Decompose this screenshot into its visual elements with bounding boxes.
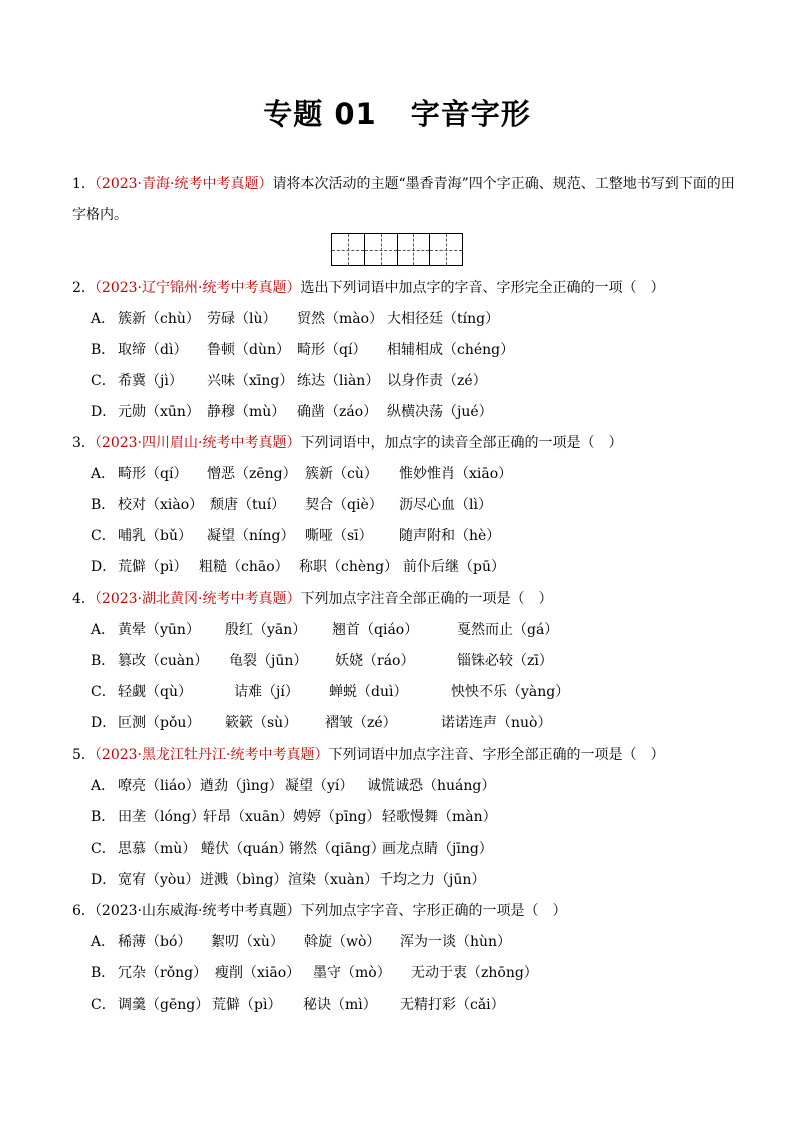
- question-stem: 下列加点字字音、字形正确的一项是（ ）: [300, 903, 567, 919]
- option-word: 荒僻（pì）: [118, 559, 188, 575]
- option-word: 黄晕（yūn）: [118, 622, 200, 638]
- question-stem: 下列加点字注音全部正确的一项是（ ）: [300, 591, 553, 607]
- option-word: 思慕（mù）: [118, 841, 197, 857]
- option-word: 惟妙惟肖（xiāo）: [399, 466, 513, 482]
- question-source: （2023·青海·统考中考真题）: [94, 176, 273, 192]
- question-4: [72, 590, 552, 608]
- option-word: 翘首（qiáo）: [332, 622, 419, 638]
- option-word: 遒劲（jìng）: [200, 778, 283, 794]
- option-label: C．: [91, 997, 116, 1013]
- option-5a[interactable]: [91, 777, 495, 795]
- option-3c[interactable]: [91, 527, 500, 545]
- option-word: 迸溅（bìng）: [200, 872, 288, 888]
- option-word: 希冀（jì）: [118, 373, 183, 389]
- question-source: （2023·辽宁锦州·统考中考真题）: [94, 280, 301, 296]
- option-word: 龟裂（jūn）: [229, 653, 308, 669]
- option-word: 诺诺连声（nuò）: [441, 715, 552, 731]
- option-2c[interactable]: [91, 372, 487, 390]
- option-word: 簇新（chù）: [118, 311, 200, 327]
- option-word: 秘诀（mì）: [303, 997, 377, 1013]
- option-3a[interactable]: [91, 465, 512, 483]
- option-word: 锱铢必较（zī）: [457, 653, 553, 669]
- option-label: B．: [91, 809, 116, 825]
- option-word: 褶皱（zé）: [325, 715, 397, 731]
- option-label: C．: [91, 373, 116, 389]
- option-4b[interactable]: [91, 652, 553, 670]
- grid-cell[interactable]: [365, 234, 398, 265]
- grid-cell[interactable]: [430, 234, 462, 265]
- option-word: 随声附和（hè）: [399, 528, 501, 544]
- option-word: 诘难（jí）: [234, 684, 299, 700]
- option-word: 簌簌（sù）: [225, 715, 298, 731]
- option-label: A．: [91, 466, 116, 482]
- option-label: C．: [91, 841, 116, 857]
- option-word: 契合（qiè）: [305, 497, 383, 513]
- option-word: 篡改（cuàn）: [118, 653, 209, 669]
- option-word: 以身作责（zé）: [387, 373, 487, 389]
- option-word: 荒僻（pì）: [212, 997, 282, 1013]
- option-word: 纵横决荡（jué）: [387, 404, 493, 420]
- option-word: 贸然（mào）: [297, 311, 384, 327]
- option-word: 兴味（xīng）: [207, 373, 294, 389]
- option-4c[interactable]: [91, 683, 569, 701]
- question-2: [72, 279, 664, 297]
- option-label: D．: [91, 872, 117, 888]
- option-label: D．: [91, 559, 117, 575]
- option-label: C．: [91, 684, 116, 700]
- option-label: D．: [91, 715, 117, 731]
- option-word: 元勋（xūn）: [118, 404, 200, 420]
- option-word: 确凿（záo）: [297, 404, 378, 420]
- option-label: A．: [91, 622, 116, 638]
- option-word: 调羹（gēng）: [118, 997, 210, 1013]
- question-source: （2023·山东威海·统考中考真题）: [94, 903, 301, 919]
- question-stem: 请将本次活动的主题“墨香青海”四个字正确、规范、工整地书写到下面的田: [272, 176, 735, 192]
- question-5: [72, 746, 664, 764]
- question-3: [72, 434, 622, 452]
- option-label: B．: [91, 342, 116, 358]
- option-word: 瘦削（xiāo）: [215, 965, 301, 981]
- option-2d[interactable]: [91, 403, 493, 421]
- option-word: 憎恶（zēng）: [207, 466, 297, 482]
- option-4a[interactable]: [91, 621, 558, 639]
- question-6: [72, 902, 566, 920]
- option-word: 嘹亮（liáo）: [118, 778, 200, 794]
- option-word: 宽宥（yòu）: [118, 872, 200, 888]
- option-label: A．: [91, 934, 116, 950]
- option-word: 田垄（lóng）: [118, 809, 205, 825]
- question-stem: 下列词语中，加点字的读音全部正确的一项是（ ）: [300, 435, 623, 451]
- option-4d[interactable]: [91, 714, 551, 732]
- option-word: 画龙点睛（jīng）: [382, 841, 493, 857]
- option-label: C．: [91, 528, 116, 544]
- option-word: 浑为一谈（hùn）: [400, 934, 512, 950]
- option-6b[interactable]: [91, 964, 538, 982]
- question-stem: 下列词语中加点字注音、字形全部正确的一项是（ ）: [328, 747, 665, 763]
- option-label: B．: [91, 965, 116, 981]
- option-word: 静穆（mù）: [207, 404, 286, 420]
- option-word: 千均之力（jūn）: [379, 872, 486, 888]
- option-6a[interactable]: [91, 933, 511, 951]
- question-number: 3．: [72, 435, 95, 451]
- option-6c[interactable]: [91, 996, 505, 1014]
- title-number: 专题 01: [263, 97, 377, 131]
- option-word: 蝉蜕（duì）: [329, 684, 408, 700]
- option-2b[interactable]: [91, 341, 514, 359]
- option-word: 校对（xiào）: [118, 497, 204, 513]
- option-word: 轩昂（xuān）: [203, 809, 294, 825]
- option-word: 无动于衷（zhōng）: [411, 965, 538, 981]
- question-number: 2．: [72, 280, 95, 296]
- option-word: 取缔（dì）: [118, 342, 188, 358]
- option-3b[interactable]: [91, 496, 492, 514]
- option-word: 颓唐（tuí）: [210, 497, 286, 513]
- option-word: 畸形（qí）: [297, 342, 367, 358]
- option-5b[interactable]: [91, 808, 497, 826]
- option-label: A．: [91, 778, 116, 794]
- option-word: 畸形（qí）: [118, 466, 188, 482]
- option-word: 劳碌（lù）: [207, 311, 277, 327]
- option-word: 叵测（pǒu）: [118, 715, 201, 731]
- option-word: 诚慌诚恐（huáng）: [367, 778, 496, 794]
- option-word: 斡旋（wò）: [304, 934, 381, 950]
- option-word: 练达（liàn）: [297, 373, 380, 389]
- option-word: 妖娆（ráo）: [335, 653, 415, 669]
- grid-cell[interactable]: [332, 234, 365, 265]
- option-word: 相辅相成（chéng）: [387, 342, 515, 358]
- option-word: 哺乳（bǔ）: [118, 528, 192, 544]
- option-word: 鲁顿（dùn）: [207, 342, 290, 358]
- title-text: 字音字形: [410, 97, 531, 131]
- option-5c[interactable]: [91, 840, 493, 858]
- question-number: 1．: [72, 176, 95, 192]
- option-label: D．: [91, 404, 117, 420]
- question-number: 4．: [72, 591, 95, 607]
- question-number: 5．: [72, 747, 95, 763]
- option-3d[interactable]: [91, 558, 505, 576]
- option-word: 无精打彩（cǎi）: [400, 997, 505, 1013]
- option-word: 嘶哑（sī）: [305, 528, 373, 544]
- grid-cell[interactable]: [398, 234, 431, 265]
- option-word: 怏怏不乐（yàng）: [451, 684, 570, 700]
- page-title: [0, 92, 794, 133]
- option-word: 锵然（qiāng）: [289, 841, 385, 857]
- option-word: 稀薄（bó）: [118, 934, 192, 950]
- question-1-continued: [72, 206, 128, 224]
- option-word: 蜷伏（quán）: [201, 841, 293, 857]
- option-word: 娉婷（pīng）: [293, 809, 381, 825]
- option-word: 轻觑（qù）: [118, 684, 192, 700]
- option-word: 前仆后继（pū）: [403, 559, 505, 575]
- option-word: 凝望（yí）: [285, 778, 354, 794]
- question-source: （2023·四川眉山·统考中考真题）: [94, 435, 301, 451]
- option-label: B．: [91, 497, 116, 513]
- question-1: [72, 175, 735, 193]
- question-stem-continued: 字格内。: [72, 207, 128, 223]
- question-number: 6．: [72, 903, 95, 919]
- option-label: A．: [91, 311, 116, 327]
- option-word: 凝望（níng）: [207, 528, 295, 544]
- option-word: 沥尽心血（lì）: [399, 497, 492, 513]
- question-source: （2023·湖北黄冈·统考中考真题）: [94, 591, 301, 607]
- option-word: 轻歌慢舞（màn）: [382, 809, 497, 825]
- option-word: 絮叨（xù）: [211, 934, 284, 950]
- option-5d[interactable]: [91, 871, 485, 889]
- option-word: 戛然而止（gá）: [457, 622, 559, 638]
- option-word: 墨守（mò）: [313, 965, 391, 981]
- option-word: 渲染（xuàn）: [288, 872, 379, 888]
- option-label: B．: [91, 653, 116, 669]
- option-word: 大相径廷（tíng）: [387, 311, 500, 327]
- option-word: 粗糙（chāo）: [199, 559, 289, 575]
- option-word: 殷红（yān）: [225, 622, 307, 638]
- question-stem: 选出下列词语中加点字的字音、字形完全正确的一项（ ）: [300, 280, 665, 296]
- option-word: 簇新（cù）: [305, 466, 378, 482]
- tianzige-writing-grid[interactable]: [331, 233, 463, 266]
- option-2a[interactable]: [91, 310, 499, 328]
- question-source: （2023·黑龙江牡丹江·统考中考真题）: [94, 747, 329, 763]
- option-word: 称职（chèng）: [299, 559, 399, 575]
- option-word: 冗杂（rǒng）: [118, 965, 208, 981]
